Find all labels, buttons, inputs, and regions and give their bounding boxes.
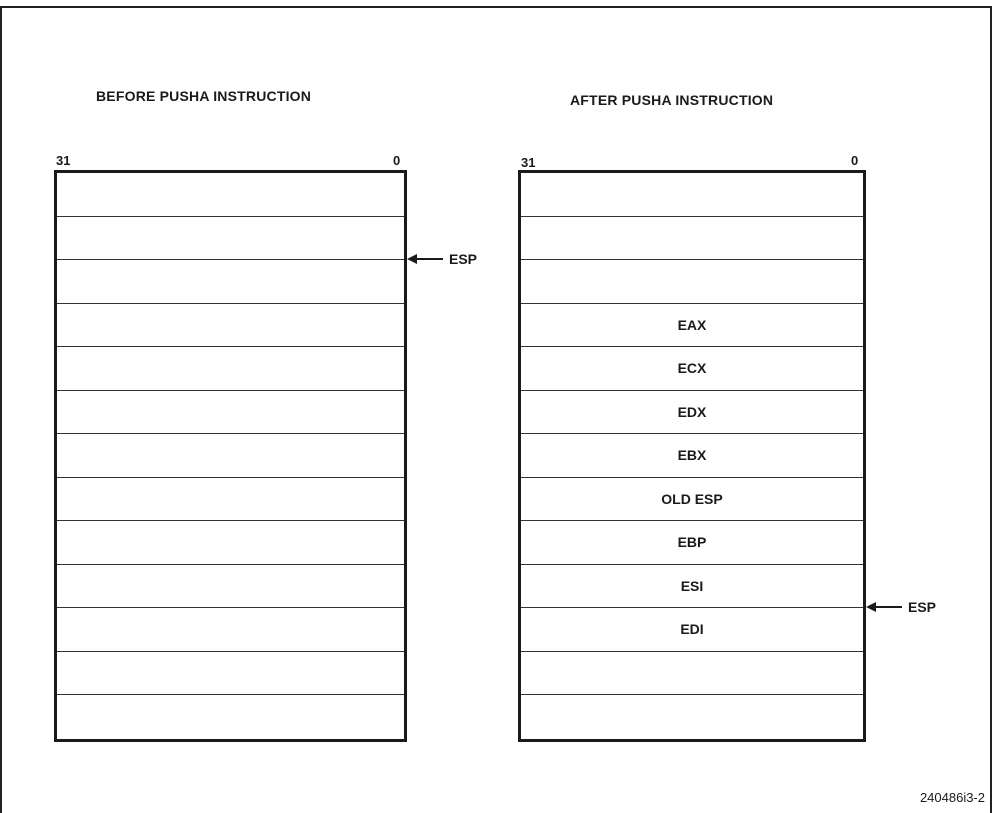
before-esp-label: ESP [449,251,478,267]
stack-cell [57,391,404,435]
stack-cell [521,173,863,217]
stack-cell [57,521,404,565]
after-esp-label: ESP [908,599,937,615]
stack-cell: OLD ESP [521,478,863,522]
before-title: BEFORE PUSHA INSTRUCTION [96,88,312,104]
after-title: AFTER PUSHA INSTRUCTION [570,92,774,108]
after-stack [518,170,866,742]
stack-cell: EDI [521,608,863,652]
before-bit-high: 31 [56,153,71,168]
figure-id: 240486i3-2 [919,790,985,805]
stack-cell [57,608,404,652]
left-arrow-icon [407,253,443,265]
before-esp-pointer [407,251,477,267]
stack-cell [521,217,863,261]
before-stack [54,170,407,742]
stack-cell [57,565,404,609]
stack-cell [57,217,404,261]
stack-cell: EDX [521,391,863,435]
after-bit-low: 0 [851,153,859,168]
stack-cell [57,347,404,391]
stack-cell: ESI [521,565,863,609]
stack-cell [521,260,863,304]
after-bit-high: 31 [521,155,536,170]
stack-cell [521,695,863,739]
stack-cell [57,260,404,304]
stack-cell: EBX [521,434,863,478]
before-bit-low: 0 [393,153,401,168]
stack-cell [57,434,404,478]
stack-cell [57,478,404,522]
left-arrow-icon [866,601,902,613]
stack-cell [57,304,404,348]
stack-cell [57,173,404,217]
stack-cell [57,652,404,696]
stack-cell [57,695,404,739]
after-esp-pointer [866,599,936,615]
stack-cell: EBP [521,521,863,565]
stack-cell: EAX [521,304,863,348]
stack-cell [521,652,863,696]
stack-cell: ECX [521,347,863,391]
